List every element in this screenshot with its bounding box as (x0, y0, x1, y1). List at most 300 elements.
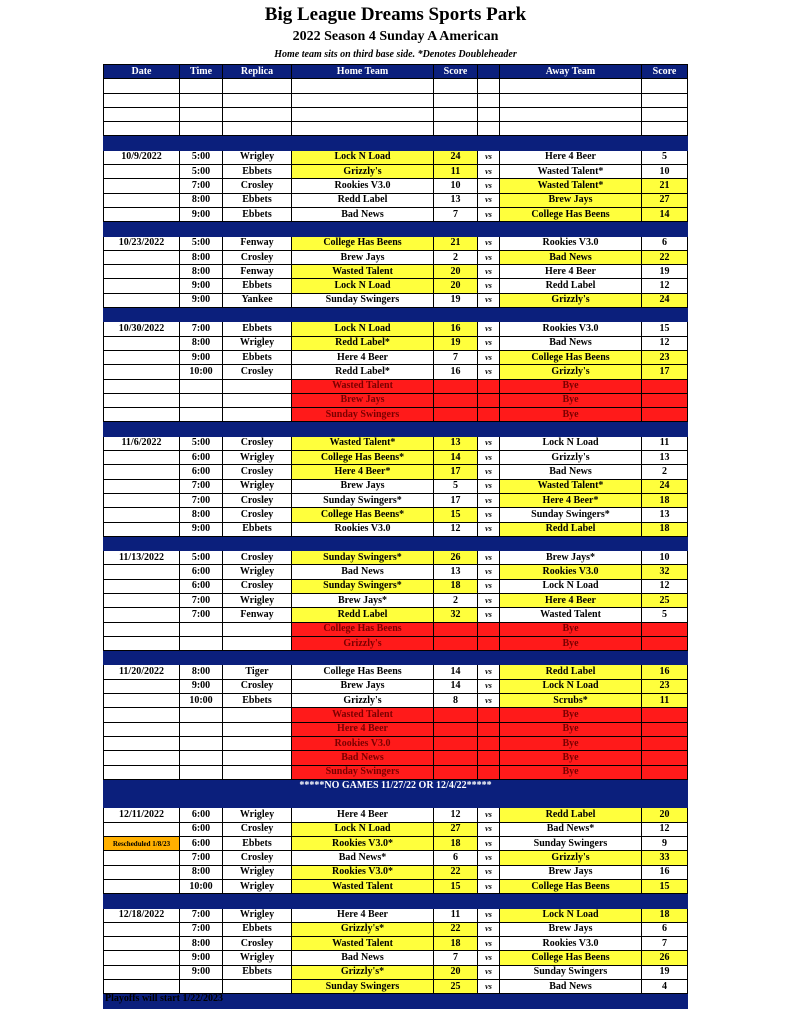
replica-cell: Wrigley (223, 908, 292, 922)
away-score-cell: 16 (642, 865, 688, 879)
replica-cell: Crosley (223, 493, 292, 507)
date-cell: 10/23/2022 (104, 236, 180, 250)
home-score-cell (434, 722, 478, 736)
away-score-cell (642, 636, 688, 650)
vs-cell: vs (478, 322, 500, 336)
home-team-cell: Here 4 Beer (292, 808, 434, 822)
away-team-cell: College Has Beens (500, 951, 642, 965)
date-cell (104, 493, 180, 507)
table-row (104, 937, 688, 951)
vs-cell: vs (478, 150, 500, 164)
away-score-cell (642, 765, 688, 779)
table-row (104, 93, 688, 107)
col-home-score: Score (434, 65, 478, 79)
away-team-cell: Grizzly's (500, 451, 642, 465)
time-cell: 6:00 (180, 579, 223, 593)
home-score-cell: 21 (434, 236, 478, 250)
date-cell (104, 393, 180, 407)
time-cell: 6:00 (180, 451, 223, 465)
time-cell (180, 722, 223, 736)
separator-cell (104, 222, 688, 236)
away-team-cell: Lock N Load (500, 679, 642, 693)
vs-cell: vs (478, 837, 500, 851)
date-cell (104, 379, 180, 393)
home-score-cell: 15 (434, 879, 478, 893)
away-team-cell: Grizzly's (500, 851, 642, 865)
vs-cell (478, 393, 500, 407)
home-team-cell: Here 4 Beer* (292, 465, 434, 479)
time-cell: 6:00 (180, 822, 223, 836)
vs-cell: vs (478, 179, 500, 193)
vs-cell: vs (478, 937, 500, 951)
table-row (104, 508, 688, 522)
table-row (104, 122, 688, 136)
time-cell (180, 622, 223, 636)
home-score-cell (434, 122, 478, 136)
away-team-cell: Bye (500, 722, 642, 736)
away-score-cell (642, 93, 688, 107)
time-cell (180, 122, 223, 136)
replica-cell: Crosley (223, 179, 292, 193)
home-team-cell: Brew Jays* (292, 593, 434, 607)
vs-cell (478, 622, 500, 636)
home-team-cell: Sunday Swingers (292, 293, 434, 307)
away-team-cell: Bye (500, 622, 642, 636)
home-team-cell: Wasted Talent (292, 708, 434, 722)
replica-cell: Wrigley (223, 150, 292, 164)
away-score-cell: 17 (642, 365, 688, 379)
home-score-cell: 7 (434, 951, 478, 965)
date-cell: 10/30/2022 (104, 322, 180, 336)
week-separator (104, 422, 688, 436)
replica-cell: Wrigley (223, 336, 292, 350)
away-team-cell (500, 122, 642, 136)
replica-cell: Wrigley (223, 565, 292, 579)
date-cell: 12/11/2022 (104, 808, 180, 822)
time-cell: 5:00 (180, 236, 223, 250)
replica-cell: Fenway (223, 608, 292, 622)
replica-cell: Crosley (223, 679, 292, 693)
home-team-cell: Wasted Talent (292, 937, 434, 951)
time-cell (180, 736, 223, 750)
away-score-cell (642, 393, 688, 407)
home-score-cell (434, 751, 478, 765)
time-cell: 7:00 (180, 593, 223, 607)
home-team-cell: Lock N Load (292, 279, 434, 293)
away-team-cell: Bye (500, 751, 642, 765)
table-row (104, 465, 688, 479)
away-team-cell: Redd Label (500, 522, 642, 536)
home-team-cell (292, 107, 434, 121)
table-row (104, 593, 688, 607)
away-team-cell: Bad News* (500, 822, 642, 836)
replica-cell (223, 708, 292, 722)
header-row (104, 65, 688, 79)
replica-cell: Wrigley (223, 808, 292, 822)
separator-cell (104, 422, 688, 436)
home-score-cell (434, 708, 478, 722)
home-team-cell: Here 4 Beer (292, 350, 434, 364)
time-cell: 7:00 (180, 493, 223, 507)
replica-cell (223, 93, 292, 107)
home-team-cell: Bad News (292, 951, 434, 965)
separator-cell (104, 794, 688, 808)
home-team-cell: Sunday Swingers (292, 980, 434, 994)
table-row (104, 179, 688, 193)
time-cell (180, 408, 223, 422)
date-cell (104, 250, 180, 264)
away-score-cell: 12 (642, 822, 688, 836)
home-score-cell: 8 (434, 694, 478, 708)
time-cell: 8:00 (180, 865, 223, 879)
vs-cell: vs (478, 265, 500, 279)
date-cell (104, 708, 180, 722)
vs-cell: vs (478, 436, 500, 450)
away-team-cell: Wasted Talent* (500, 165, 642, 179)
away-score-cell (642, 408, 688, 422)
col-time: Time (180, 65, 223, 79)
away-score-cell (642, 379, 688, 393)
replica-cell: Ebbets (223, 193, 292, 207)
home-score-cell: 10 (434, 179, 478, 193)
date-cell (104, 593, 180, 607)
table-row (104, 636, 688, 650)
replica-cell: Tiger (223, 665, 292, 679)
date-cell (104, 451, 180, 465)
vs-cell: vs (478, 451, 500, 465)
date-cell: 12/18/2022 (104, 908, 180, 922)
home-score-cell: 6 (434, 851, 478, 865)
home-score-cell (434, 107, 478, 121)
date-cell (104, 165, 180, 179)
date-cell: 11/6/2022 (104, 436, 180, 450)
vs-cell: vs (478, 551, 500, 565)
away-score-cell: 26 (642, 951, 688, 965)
date-cell (104, 922, 180, 936)
date-cell (104, 765, 180, 779)
time-cell: 8:00 (180, 508, 223, 522)
away-score-cell: 18 (642, 522, 688, 536)
away-score-cell: 22 (642, 250, 688, 264)
table-row (104, 522, 688, 536)
page-subtitle: 2022 Season 4 Sunday A American (292, 29, 499, 44)
away-team-cell (500, 93, 642, 107)
home-team-cell: Redd Label (292, 608, 434, 622)
replica-cell: Crosley (223, 937, 292, 951)
away-score-cell: 7 (642, 937, 688, 951)
home-score-cell: 27 (434, 822, 478, 836)
away-team-cell: College Has Beens (500, 350, 642, 364)
replica-cell (223, 408, 292, 422)
date-cell (104, 636, 180, 650)
date-cell (104, 722, 180, 736)
home-team-cell: College Has Beens* (292, 508, 434, 522)
date-cell (104, 951, 180, 965)
table-row (104, 79, 688, 93)
home-team-cell: Sunday Swingers* (292, 551, 434, 565)
away-team-cell: Bye (500, 636, 642, 650)
table-row (104, 622, 688, 636)
vs-cell: vs (478, 236, 500, 250)
away-score-cell: 20 (642, 808, 688, 822)
away-score-cell: 19 (642, 265, 688, 279)
time-cell: 5:00 (180, 436, 223, 450)
time-cell: 7:00 (180, 179, 223, 193)
home-team-cell: Redd Label* (292, 365, 434, 379)
away-team-cell: Redd Label (500, 808, 642, 822)
home-team-cell: Grizzly's (292, 165, 434, 179)
replica-cell: Crosley (223, 250, 292, 264)
schedule-body (104, 79, 688, 1008)
replica-cell: Crosley (223, 851, 292, 865)
home-team-cell: Bad News (292, 751, 434, 765)
table-row (104, 579, 688, 593)
time-cell: 5:00 (180, 165, 223, 179)
replica-cell: Ebbets (223, 837, 292, 851)
home-team-cell: Here 4 Beer (292, 908, 434, 922)
replica-cell: Wrigley (223, 879, 292, 893)
away-team-cell: Brew Jays* (500, 551, 642, 565)
home-team-cell: Wasted Talent* (292, 436, 434, 450)
away-score-cell: 11 (642, 694, 688, 708)
away-score-cell: 5 (642, 608, 688, 622)
home-score-cell (434, 393, 478, 407)
away-team-cell: Lock N Load (500, 436, 642, 450)
away-team-cell: Here 4 Beer (500, 265, 642, 279)
home-score-cell: 14 (434, 451, 478, 465)
vs-cell: vs (478, 508, 500, 522)
table-row (104, 336, 688, 350)
away-team-cell: Bad News (500, 465, 642, 479)
home-score-cell: 24 (434, 150, 478, 164)
table-row (104, 322, 688, 336)
table-row (104, 679, 688, 693)
away-score-cell (642, 107, 688, 121)
replica-cell (223, 980, 292, 994)
vs-cell: vs (478, 951, 500, 965)
table-row (104, 493, 688, 507)
away-team-cell: Rookies V3.0 (500, 322, 642, 336)
home-team-cell: College Has Beens (292, 236, 434, 250)
away-score-cell: 18 (642, 493, 688, 507)
time-cell: 9:00 (180, 965, 223, 979)
date-cell (104, 879, 180, 893)
home-score-cell: 2 (434, 250, 478, 264)
time-cell: 9:00 (180, 522, 223, 536)
time-cell: 9:00 (180, 279, 223, 293)
away-team-cell: Redd Label (500, 279, 642, 293)
date-cell: Rescheduled 1/8/23 (104, 837, 180, 851)
table-row (104, 951, 688, 965)
time-cell (180, 980, 223, 994)
table-row (104, 808, 688, 822)
date-cell: 10/9/2022 (104, 150, 180, 164)
away-score-cell: 32 (642, 565, 688, 579)
vs-cell (478, 379, 500, 393)
week-separator (104, 536, 688, 550)
away-score-cell: 15 (642, 879, 688, 893)
time-cell (180, 393, 223, 407)
table-row (104, 965, 688, 979)
away-team-cell: Sunday Swingers (500, 837, 642, 851)
separator-cell (104, 894, 688, 908)
time-cell: 9:00 (180, 207, 223, 221)
table-row (104, 451, 688, 465)
time-cell (180, 636, 223, 650)
time-cell: 8:00 (180, 250, 223, 264)
vs-cell: vs (478, 593, 500, 607)
vs-cell: vs (478, 207, 500, 221)
table-row (104, 608, 688, 622)
date-cell: 11/13/2022 (104, 551, 180, 565)
replica-cell: Ebbets (223, 279, 292, 293)
away-team-cell: Grizzly's (500, 293, 642, 307)
date-cell (104, 122, 180, 136)
replica-cell: Crosley (223, 579, 292, 593)
home-score-cell: 14 (434, 679, 478, 693)
away-team-cell: Bye (500, 393, 642, 407)
col-home-team: Home Team (292, 65, 434, 79)
away-team-cell: Lock N Load (500, 908, 642, 922)
replica-cell: Crosley (223, 436, 292, 450)
time-cell: 5:00 (180, 150, 223, 164)
date-cell (104, 207, 180, 221)
home-score-cell: 25 (434, 980, 478, 994)
table-row (104, 365, 688, 379)
home-score-cell: 12 (434, 522, 478, 536)
away-score-cell: 9 (642, 837, 688, 851)
home-team-cell: Rookies V3.0 (292, 522, 434, 536)
footer-note: Playoffs will start 1/22/2023 (105, 993, 224, 1004)
table-row (104, 293, 688, 307)
table-row (104, 150, 688, 164)
week-separator (104, 136, 688, 150)
vs-cell: vs (478, 465, 500, 479)
home-score-cell: 22 (434, 865, 478, 879)
table-row (104, 722, 688, 736)
time-cell (180, 751, 223, 765)
away-score-cell: 16 (642, 665, 688, 679)
home-team-cell: Bad News (292, 207, 434, 221)
away-team-cell: Rookies V3.0 (500, 236, 642, 250)
vs-cell (478, 708, 500, 722)
home-team-cell: Wasted Talent (292, 265, 434, 279)
replica-cell: Fenway (223, 236, 292, 250)
replica-cell (223, 622, 292, 636)
home-score-cell (434, 736, 478, 750)
home-score-cell: 13 (434, 436, 478, 450)
home-team-cell: Bad News (292, 565, 434, 579)
away-score-cell: 23 (642, 350, 688, 364)
table-row (104, 350, 688, 364)
date-cell (104, 522, 180, 536)
time-cell: 6:00 (180, 808, 223, 822)
vs-cell: vs (478, 479, 500, 493)
away-team-cell: Rookies V3.0 (500, 937, 642, 951)
time-cell: 6:00 (180, 465, 223, 479)
home-score-cell: 18 (434, 837, 478, 851)
away-team-cell: Bad News (500, 336, 642, 350)
time-cell: 9:00 (180, 350, 223, 364)
home-team-cell: Lock N Load (292, 150, 434, 164)
date-cell (104, 751, 180, 765)
away-team-cell: Bye (500, 765, 642, 779)
vs-cell: vs (478, 879, 500, 893)
time-cell: 10:00 (180, 694, 223, 708)
header-note: Home team sits on third base side. *Denotes Doubleheader (274, 49, 517, 60)
time-cell: 7:00 (180, 922, 223, 936)
home-score-cell: 2 (434, 593, 478, 607)
vs-cell: vs (478, 250, 500, 264)
replica-cell (223, 79, 292, 93)
replica-cell: Crosley (223, 508, 292, 522)
away-score-cell: 27 (642, 193, 688, 207)
table-row (104, 708, 688, 722)
time-cell (180, 765, 223, 779)
table-row (104, 408, 688, 422)
away-team-cell: College Has Beens (500, 207, 642, 221)
home-team-cell: Sunday Swingers* (292, 579, 434, 593)
replica-cell: Ebbets (223, 165, 292, 179)
away-score-cell: 24 (642, 293, 688, 307)
date-cell (104, 350, 180, 364)
time-cell: 7:00 (180, 322, 223, 336)
away-score-cell (642, 79, 688, 93)
table-row (104, 837, 688, 851)
col-away-team: Away Team (500, 65, 642, 79)
vs-cell (478, 636, 500, 650)
away-score-cell: 12 (642, 579, 688, 593)
vs-cell: vs (478, 851, 500, 865)
vs-cell: vs (478, 822, 500, 836)
away-team-cell: Lock N Load (500, 579, 642, 593)
away-score-cell: 6 (642, 236, 688, 250)
table-row (104, 107, 688, 121)
time-cell: 8:00 (180, 193, 223, 207)
date-cell (104, 579, 180, 593)
date-cell (104, 479, 180, 493)
vs-cell (478, 751, 500, 765)
away-team-cell: Bye (500, 408, 642, 422)
time-cell: 8:00 (180, 665, 223, 679)
away-score-cell (642, 751, 688, 765)
date-cell (104, 265, 180, 279)
home-score-cell: 12 (434, 808, 478, 822)
away-team-cell: Here 4 Beer* (500, 493, 642, 507)
home-team-cell: Rookies V3.0* (292, 837, 434, 851)
home-team-cell: Bad News* (292, 851, 434, 865)
home-team-cell: Grizzly's* (292, 965, 434, 979)
replica-cell: Ebbets (223, 522, 292, 536)
date-cell (104, 965, 180, 979)
table-row (104, 165, 688, 179)
away-score-cell (642, 708, 688, 722)
date-cell: 11/20/2022 (104, 665, 180, 679)
away-team-cell: Here 4 Beer (500, 150, 642, 164)
home-score-cell: 11 (434, 908, 478, 922)
replica-cell (223, 393, 292, 407)
away-score-cell: 4 (642, 980, 688, 994)
home-team-cell: Wasted Talent (292, 879, 434, 893)
away-team-cell: Brew Jays (500, 922, 642, 936)
home-team-cell: Redd Label (292, 193, 434, 207)
replica-cell: Fenway (223, 265, 292, 279)
home-team-cell (292, 93, 434, 107)
vs-cell: vs (478, 965, 500, 979)
home-score-cell: 7 (434, 350, 478, 364)
away-team-cell: Bye (500, 736, 642, 750)
replica-cell: Ebbets (223, 922, 292, 936)
